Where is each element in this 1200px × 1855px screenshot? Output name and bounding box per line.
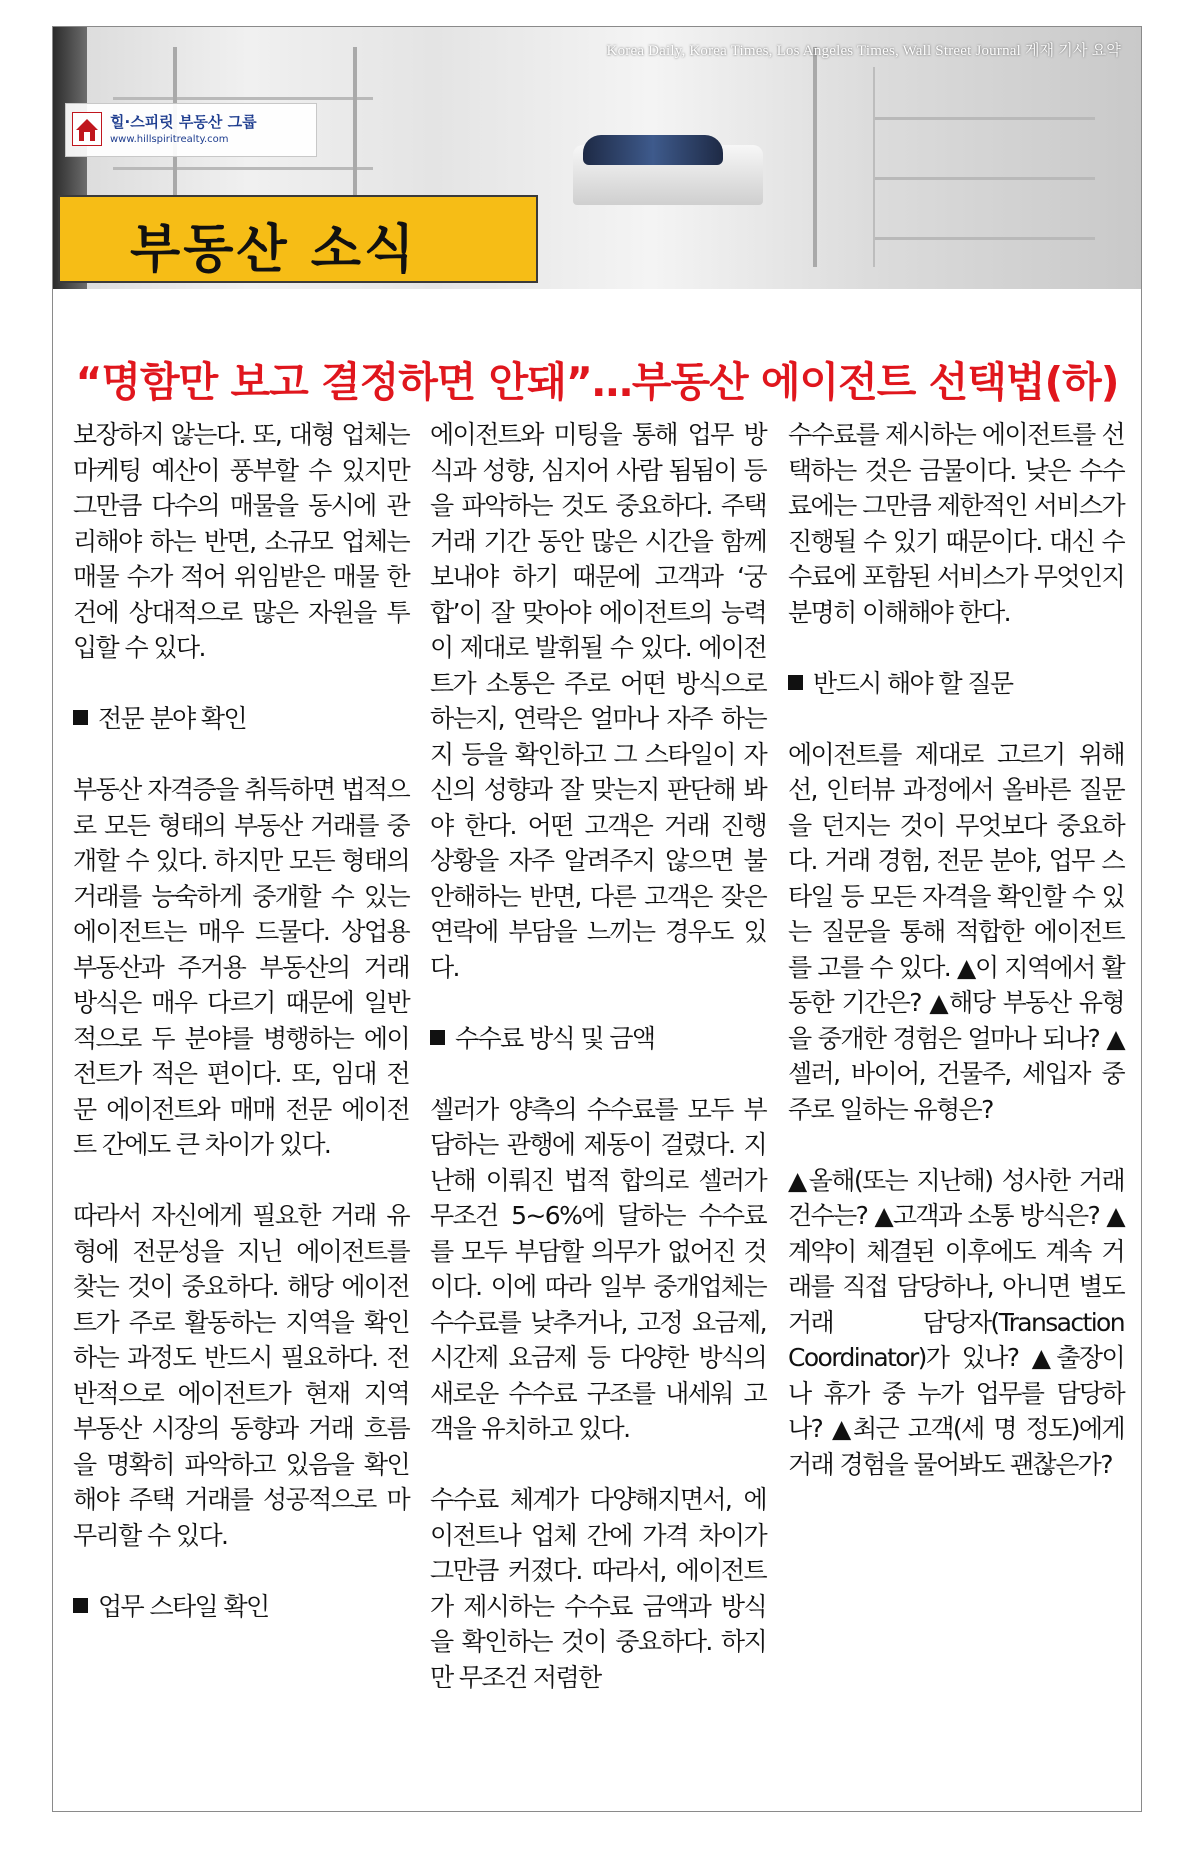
banner-post [353, 47, 357, 207]
subheading-text: 수수료 방식 및 금액 [455, 1023, 655, 1053]
square-bullet-icon [430, 1030, 445, 1045]
paragraph: 에이전트와 미팅을 통해 업무 방식과 성향, 심지어 사람 됨됨이 등을 파악하는 것도 중요하다. 주택 거래 기간 동안 많은 시간을 함께 보내야 하기 때문에 고객과 ‘궁합’이 잘 맞아야 에이전트의 능력이 제대로 발휘될 수 있다. 에이전트가 소통은 주로 어떤 방식으로 하는지, 연락은 얼마나 자주 하는지 등을 확인하고 그 스타일이 자신의 성향과 잘 맞는지 판단해 봐야 한다. 어떤 고객은 거래 진행 상황을 자주 알려주지 않으면 불안해하는 반면, 다른 고객은 잦은 연락에 부담을 느끼는 경우도 있다. [430, 420, 766, 982]
square-bullet-icon [73, 1598, 88, 1613]
header-banner [53, 27, 1141, 289]
article-column-1 [73, 417, 409, 1624]
subheading [73, 1589, 409, 1625]
house-logo-icon [72, 112, 102, 146]
banner-bookshelf [873, 67, 1095, 267]
section-label-box [58, 195, 538, 283]
paragraph: 수수료를 제시하는 에이전트를 선택하는 것은 금물이다. 낮은 수수료에는 그만큼 제한적인 서비스가 진행될 수 있기 때문이다. 대신 수수료에 포함된 서비스가 무엇인지 분명히 이해해야 한다. [788, 420, 1124, 627]
logo-url: www.hillspiritrealty.com [110, 134, 229, 145]
paragraph: ▲올해(또는 지난해) 성사한 거래 건수는? ▲고객과 소통 방식은? ▲계약이 체결된 이후에도 계속 거래를 직접 담당하나, 아니면 별도 거래 담당자(Transaction Coordinator)가 있나? ▲출장이나 휴가 중 누가 업무를 담당하나? ▲최근 고객(세 명 정도)에게 거래 경험을 물어봐도 괜찮은가? [788, 1165, 1124, 1479]
article-frame [52, 26, 1142, 1812]
paragraph: 보장하지 않는다. 또, 대형 업체는 마케팅 예산이 풍부할 수 있지만 그만큼 다수의 매물을 동시에 관리해야 하는 반면, 소규모 업체는 매물 수가 적어 위임받은 매물 한 건에 상대적으로 많은 자원을 투입할 수 있다. [73, 420, 409, 662]
paragraph: 에이전트를 제대로 고르기 위해선, 인터뷰 과정에서 올바른 질문을 던지는 것이 무엇보다 중요하다. 거래 경험, 전문 분야, 업무 스타일 등 모든 자격을 확인할 수 있는 질문을 통해 적합한 에이전트를 고를 수 있다. ▲이 지역에서 활동한 기간은? ▲해당 부동산 유형을 중개한 경험은 얼마나 되나? ▲셀러, 바이어, 건물주, 세입자 중 주로 일하는 유형은? [788, 739, 1124, 1124]
article-column-2 [430, 417, 766, 1695]
banner-post [813, 47, 817, 267]
paragraph: 부동산 자격증을 취득하면 법적으로 모든 형태의 부동산 거래를 중개할 수 있다. 하지만 모든 형태의 거래를 능숙하게 중개할 수 있는 에이전트는 매우 드물다. 상업용 부동산과 주거용 부동산의 거래 방식은 매우 다르기 때문에 일반적으로 두 분야를 병행하는 에이전트가 적은 편이다. 또, 임대 전문 에이전트와 매매 전문 에이전트 간에도 큰 차이가 있다. [73, 775, 409, 1159]
banner-shelf [113, 167, 373, 170]
section-title: 부동산 소식 [130, 220, 418, 280]
publication-list: Korea Daily, Korea Times, Los Angeles Times, Wall Street Journal 게재 기사 요약 [606, 43, 1121, 59]
subheading-text: 전문 분야 확인 [98, 704, 246, 733]
company-logo [65, 103, 317, 157]
paragraph: 수수료 체계가 다양해지면서, 에이전트나 업체 간에 가격 차이가 그만큼 커졌다. 따라서, 에이전트가 제시하는 수수료 금액과 방식을 확인하는 것이 중요하다. 하지만 무조건 저렴한 [430, 1485, 766, 1692]
subheading [788, 666, 1124, 702]
banner-cushion-image [583, 135, 723, 165]
banner-shelf [875, 177, 1095, 180]
square-bullet-icon [788, 675, 803, 690]
banner-shelf [875, 117, 1095, 120]
subheading-text: 업무 스타일 확인 [98, 1591, 269, 1621]
subheading [73, 701, 409, 737]
article-column-3 [788, 417, 1124, 1482]
paragraph: 셀러가 양측의 수수료를 모두 부담하는 관행에 제동이 걸렸다. 지난해 이뤄진 법적 합의로 셀러가 무조건 5~6%에 달하는 수수료를 모두 부담할 의무가 없어진 것이다. 이에 따라 일부 중개업체는 수수료를 낮추거나, 고정 요금제, 시간제 요금제 등 다양한 방식의 새로운 수수료 구조를 내세워 고객을 유치하고 있다. [430, 1094, 766, 1443]
article-headline: “명함만 보고 결정하면 안돼”…부동산 에이전트 선택법(하) [75, 358, 1119, 406]
subheading-text: 반드시 해야 할 질문 [813, 668, 1013, 698]
square-bullet-icon [73, 710, 88, 725]
subheading [430, 1021, 766, 1057]
banner-shelf [875, 237, 1095, 240]
paragraph: 따라서 자신에게 필요한 거래 유형에 전문성을 지닌 에이전트를 찾는 것이 중요하다. 해당 에이전트가 주로 활동하는 지역을 확인하는 과정도 반드시 필요하다. 전반적으로 에이전트가 현재 지역 부동산 시장의 동향과 거래 흐름을 명확히 파악하고 있음을 확인해야 주택 거래를 성공적으로 마무리할 수 있다. [73, 1201, 409, 1550]
banner-shelf [113, 97, 373, 100]
logo-name: 힐·스피릿 부동산 그룹 [110, 113, 257, 131]
